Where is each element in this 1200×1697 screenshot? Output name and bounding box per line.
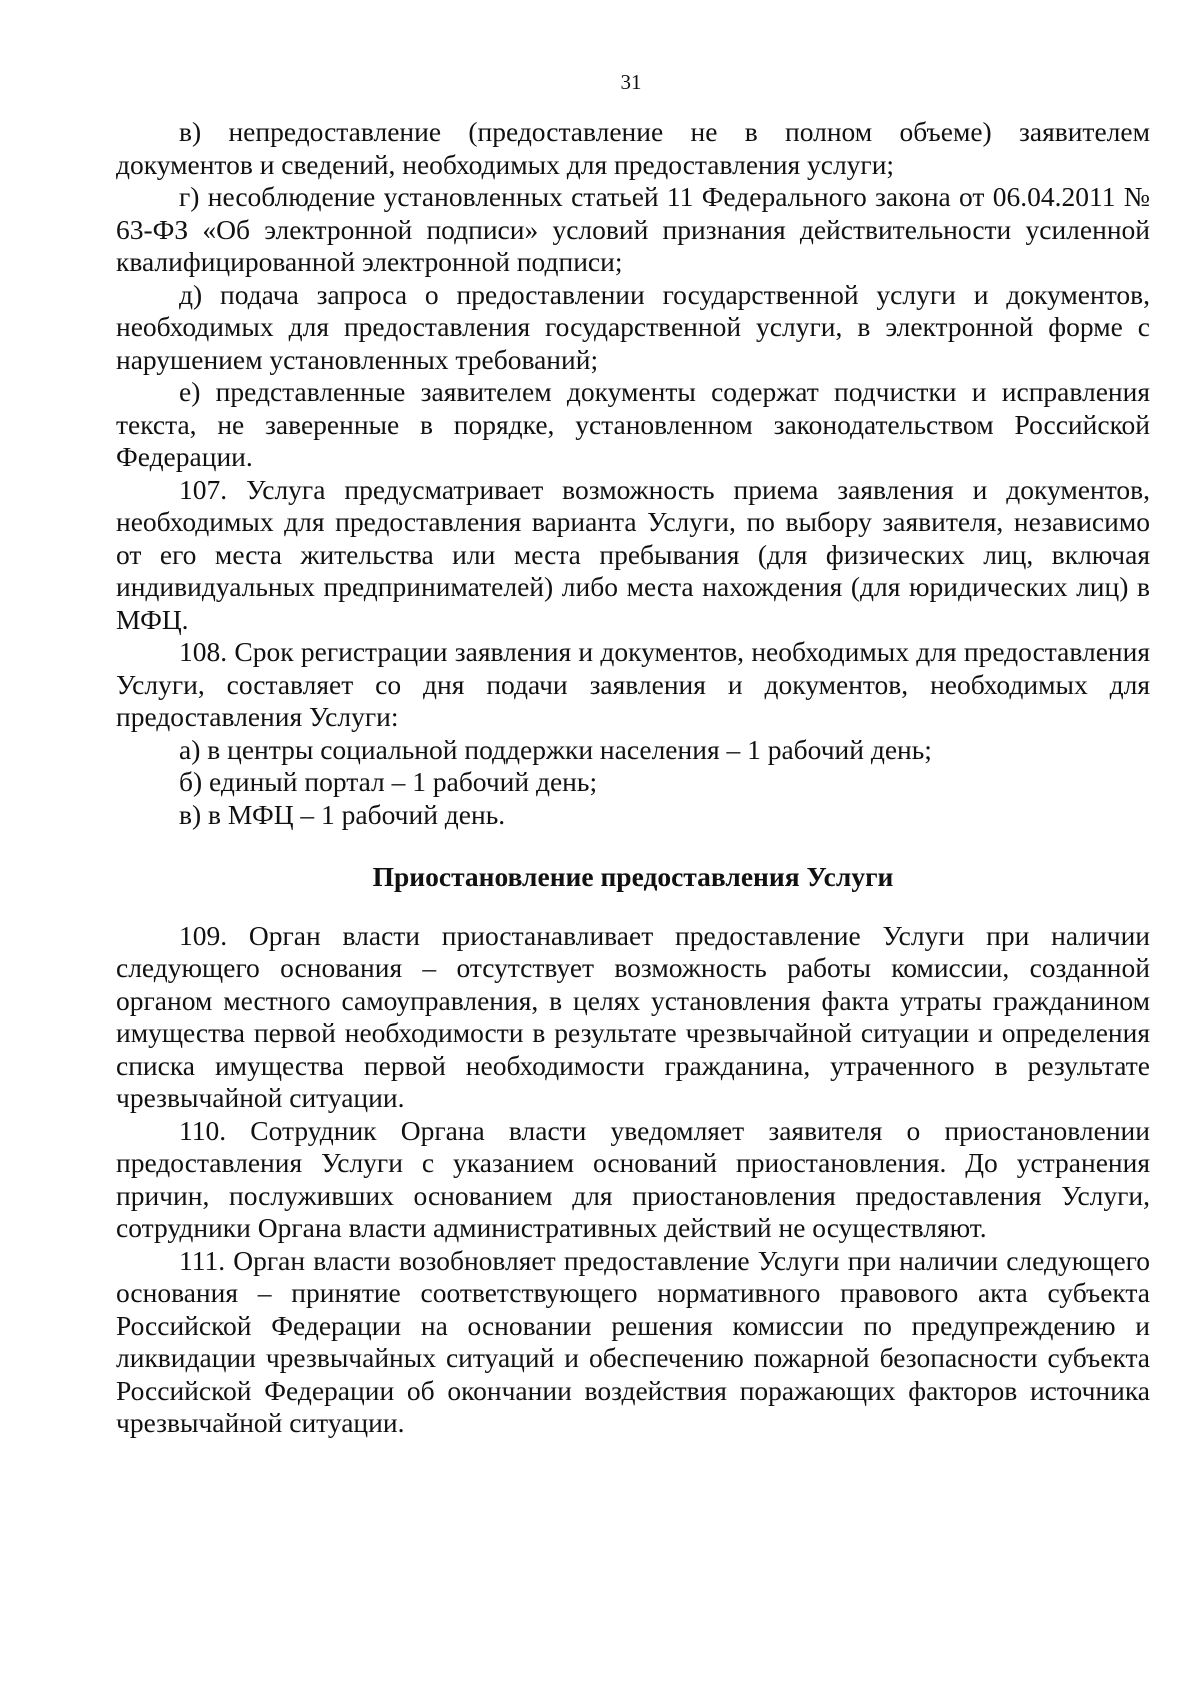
section-heading: Приостановление предоставления Услуги [372,861,894,892]
paragraph-111: 111. Орган власти возобновляет предоставление Услуги при наличии следующего основания – принятие соответствующего нормативного правового акта субъекта Российской Федерации на основании решения комиссии по предупреждению и ликвидации чрезвычайных ситуаций и обеспечению пожарной безопасности субъекта Российской Федерации об окончании воздействия поражающих факторов источника чрезвычайной ситуации. [116,1244,1150,1438]
paragraph-e-dokumenty: е) представленные заявителем документы содержат подчистки и исправления текста, не заверенные в порядке, установленном законодательством Российской Федерации. [116,376,1150,472]
paragraph-109: 109. Орган власти приостанавливает предоставление Услуги при наличии следующего основания – отсутствует возможность работы комиссии, созданной органом местного самоуправления, в целях установления факта утраты гражданином имущества первой необходимости в результате чрезвычайной ситуации и определения списка имущества первой необходимости гражданина, утраченного в результате чрезвычайной ситуации. [116,919,1150,1113]
list-item-a-tsentry: а) в центры социальной поддержки населения – 1 рабочий день; [179,733,932,765]
paragraph-108: 108. Срок регистрации заявления и документов, необходимых для предоставления Услуги, составляет со дня подачи заявления и документов, необходимых для предоставления Услуги: [116,636,1150,732]
list-item-v-mfts: в) в МФЦ – 1 рабочий день. [179,798,506,830]
page-number: 31 [620,70,642,94]
paragraph-g-nesoblyudenie: г) несоблюдение установленных статьей 11 Федерального закона от 06.04.2011 № 63-ФЗ «Об электронной подписи» условий признания действительности усиленной квалифицированной электронной подписи; [116,181,1150,277]
list-item-b-portal: б) единый портал – 1 рабочий день; [179,766,598,797]
document-body [116,116,1150,1440]
paragraph-d-podacha: д) подача запроса о предоставлении государственной услуги и документов, необходимых для предоставления государственной услуги, в электронной форме с нарушением установленных требований; [116,278,1150,375]
paragraph-v-nepredostavlenie: в) непредоставление (предоставление не в полном объеме) заявителем документов и сведений, необходимых для предоставления услуги; [116,116,1150,180]
paragraph-110: 110. Сотрудник Органа власти уведомляет заявителя о приостановлении предоставления Услуги с указанием оснований приостановления. До устранения причин, послуживших основанием для приостановления предоставления Услуги, сотрудники Органа власти административных действий не осуществляют. [116,1114,1150,1243]
paragraph-107: 107. Услуга предусматривает возможность приема заявления и документов, необходимых для предоставления варианта Услуги, по выбору заявителя, независимо от его места жительства или места пребывания (для физических лиц, включая индивидуальных предпринимателей) либо места нахождения (для юридических лиц) в МФЦ. [116,473,1150,635]
